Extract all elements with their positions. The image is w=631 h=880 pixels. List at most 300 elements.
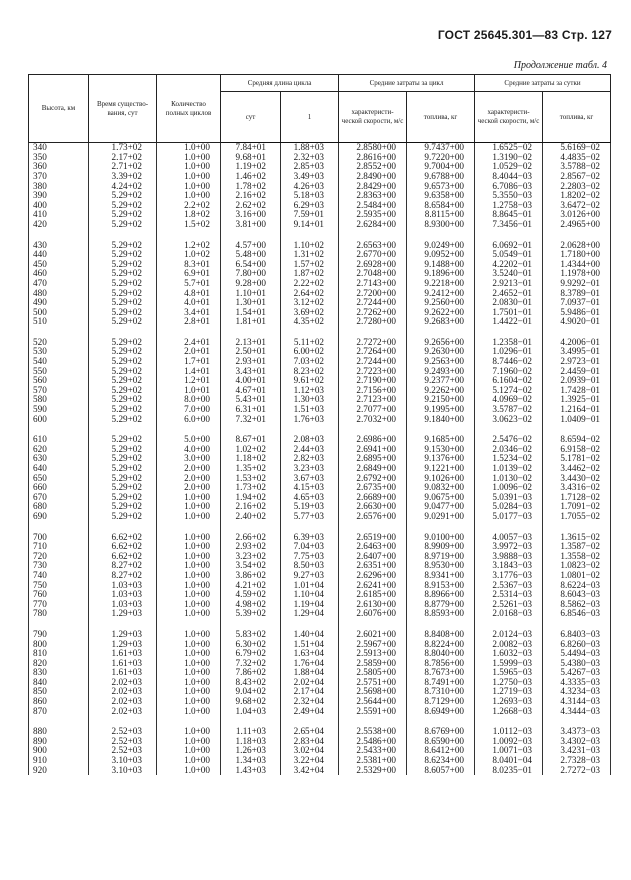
cycle-length-sut-cell: 1.18+03: [221, 737, 281, 747]
day-speed-cell: 1.5965−03: [475, 668, 543, 678]
day-speed-cell: 8.0401−04: [475, 756, 543, 766]
day-fuel-cell: 8.3789−01: [543, 288, 611, 298]
height-cell: 390: [29, 191, 89, 201]
cycles-cell: 2.4+01: [157, 338, 221, 348]
header-day-speed: характеристи- ческой скорости, м/с: [475, 92, 543, 143]
day-fuel-cell: 3.6472−02: [543, 201, 611, 211]
day-fuel-cell: 1.7428−01: [543, 386, 611, 396]
gap-cell: [89, 521, 157, 532]
height-cell: 450: [29, 260, 89, 270]
table-row: [29, 172, 611, 182]
cycle-length-sut-cell: 4.00+01: [221, 376, 281, 386]
age-cell: 1.29+03: [89, 639, 157, 649]
age-cell: 2.52+03: [89, 737, 157, 747]
cycle-length-sut-cell: 3.23+02: [221, 552, 281, 562]
cycle-length-one-cell: 1.51+03: [281, 405, 339, 415]
table-row: [29, 765, 611, 775]
cycle-length-one-cell: 1.40+04: [281, 630, 339, 640]
cycle-speed-cell: 2.7272+00: [339, 338, 407, 348]
header-age: Время существо- вания, сут: [89, 75, 157, 143]
cycle-length-sut-cell: 1.26+03: [221, 746, 281, 756]
day-speed-cell: 2.0346−02: [475, 445, 543, 455]
cycle-fuel-cell: 9.1221+00: [407, 464, 475, 474]
day-fuel-cell: 1.3558−02: [543, 552, 611, 562]
cycle-speed-cell: 2.7143+00: [339, 279, 407, 289]
day-speed-cell: 1.5234−02: [475, 454, 543, 464]
cycle-speed-cell: 2.6630+00: [339, 502, 407, 512]
cycle-speed-cell: 2.7190+00: [339, 376, 407, 386]
day-speed-cell: 4.0969−02: [475, 395, 543, 405]
cycle-fuel-cell: 8.8115+00: [407, 210, 475, 220]
cycle-length-sut-cell: 1.02+02: [221, 445, 281, 455]
height-cell: 730: [29, 561, 89, 571]
cycles-cell: 1.0+00: [157, 172, 221, 182]
height-cell: 900: [29, 746, 89, 756]
height-cell: 920: [29, 765, 89, 775]
day-speed-cell: 6.1604−02: [475, 376, 543, 386]
age-cell: 3.39+02: [89, 172, 157, 182]
table-row: [29, 706, 611, 716]
height-cell: 680: [29, 502, 89, 512]
age-cell: 1.03+03: [89, 600, 157, 610]
cycle-speed-cell: 2.6076+00: [339, 609, 407, 619]
cycles-cell: 1.0+00: [157, 609, 221, 619]
cycle-length-one-cell: 2.44+03: [281, 445, 339, 455]
cycle-fuel-cell: 9.1840+00: [407, 414, 475, 424]
age-cell: 5.29+02: [89, 512, 157, 522]
age-cell: 2.17+02: [89, 153, 157, 163]
header-height: Высота, км: [29, 75, 89, 143]
cycles-cell: 8.3+01: [157, 260, 221, 270]
cycle-fuel-cell: 9.0291+00: [407, 512, 475, 522]
day-speed-cell: 1.2668−03: [475, 706, 543, 716]
cycle-length-one-cell: 1.76+03: [281, 414, 339, 424]
height-cell: 340: [29, 143, 89, 153]
day-speed-cell: 3.9972−03: [475, 542, 543, 552]
cycle-speed-cell: 2.6792+00: [339, 473, 407, 483]
age-cell: 2.02+03: [89, 687, 157, 697]
cycles-cell: 1.0+00: [157, 153, 221, 163]
cycle-length-sut-cell: 4.67+01: [221, 386, 281, 396]
age-cell: 6.62+02: [89, 532, 157, 542]
cycle-speed-cell: 2.5967+00: [339, 639, 407, 649]
cycle-length-sut-cell: 1.94+02: [221, 493, 281, 503]
day-fuel-cell: 5.9486−01: [543, 308, 611, 318]
height-cell: 370: [29, 172, 89, 182]
age-cell: 5.29+02: [89, 493, 157, 503]
cycle-length-one-cell: 2.65+04: [281, 727, 339, 737]
cycles-cell: 1.0+00: [157, 630, 221, 640]
header-one: 1: [281, 92, 339, 143]
cycle-speed-cell: 2.8552+00: [339, 162, 407, 172]
day-speed-cell: 1.0096−02: [475, 483, 543, 493]
day-speed-cell: 1.6032−03: [475, 649, 543, 659]
age-cell: 1.61+03: [89, 649, 157, 659]
cycles-cell: 2.0+00: [157, 473, 221, 483]
cycle-length-one-cell: 1.01+04: [281, 580, 339, 590]
cycle-speed-cell: 2.7200+00: [339, 288, 407, 298]
cycle-fuel-cell: 8.9300+00: [407, 220, 475, 230]
cycle-fuel-cell: 8.8593+00: [407, 609, 475, 619]
day-speed-cell: 3.5787−02: [475, 405, 543, 415]
day-fuel-cell: 3.4302−03: [543, 737, 611, 747]
gap-cell: [221, 521, 281, 532]
height-cell: 660: [29, 483, 89, 493]
cycle-length-one-cell: 4.26+03: [281, 181, 339, 191]
cycle-length-one-cell: 1.51+04: [281, 639, 339, 649]
cycle-fuel-cell: 8.6590+00: [407, 737, 475, 747]
day-speed-cell: 5.0391−03: [475, 493, 543, 503]
table-row: [29, 756, 611, 766]
cycles-cell: 2.2+02: [157, 201, 221, 211]
cycle-fuel-cell: 8.9153+00: [407, 580, 475, 590]
cycle-fuel-cell: 9.0477+00: [407, 502, 475, 512]
day-speed-cell: 2.0168−03: [475, 609, 543, 619]
gap-cell: [157, 521, 221, 532]
height-cell: 430: [29, 240, 89, 250]
day-fuel-cell: 5.4380−03: [543, 659, 611, 669]
cycle-length-sut-cell: 1.46+02: [221, 172, 281, 182]
day-fuel-cell: 3.4995−01: [543, 347, 611, 357]
cycle-fuel-cell: 8.7129+00: [407, 697, 475, 707]
cycle-fuel-cell: 9.2150+00: [407, 395, 475, 405]
cycle-length-one-cell: 5.11+02: [281, 338, 339, 348]
cycle-length-one-cell: 7.59+01: [281, 210, 339, 220]
cycle-length-sut-cell: 1.54+01: [221, 308, 281, 318]
cycle-length-one-cell: 3.22+04: [281, 756, 339, 766]
cycle-length-sut-cell: 1.43+03: [221, 765, 281, 775]
day-speed-cell: 8.4044−03: [475, 172, 543, 182]
cycle-length-one-cell: 1.88+04: [281, 668, 339, 678]
header-cycle-fuel: топлива, кг: [407, 92, 475, 143]
cycle-fuel-cell: 9.0249+00: [407, 240, 475, 250]
data-table: [28, 74, 611, 775]
day-speed-cell: 8.7446−02: [475, 357, 543, 367]
cycle-speed-cell: 2.5859+00: [339, 659, 407, 669]
table-row: [29, 464, 611, 474]
cycles-cell: 1.0+00: [157, 542, 221, 552]
cycles-cell: 1.7+01: [157, 357, 221, 367]
height-cell: 480: [29, 288, 89, 298]
cycle-length-sut-cell: 1.35+02: [221, 464, 281, 474]
table-row: [29, 609, 611, 619]
cycle-fuel-cell: 8.6584+00: [407, 201, 475, 211]
cycle-length-sut-cell: 6.31+01: [221, 405, 281, 415]
gap-cell: [475, 229, 543, 240]
height-cell: 770: [29, 600, 89, 610]
height-cell: 600: [29, 414, 89, 424]
cycle-speed-cell: 2.6296+00: [339, 571, 407, 581]
day-fuel-cell: 2.7328−03: [543, 756, 611, 766]
table-row: [29, 414, 611, 424]
day-speed-cell: 6.0692−01: [475, 240, 543, 250]
cycle-fuel-cell: 9.2377+00: [407, 376, 475, 386]
height-cell: 570: [29, 386, 89, 396]
cycle-speed-cell: 2.5751+00: [339, 678, 407, 688]
cycles-cell: 1.0+02: [157, 250, 221, 260]
cycles-cell: 1.0+00: [157, 512, 221, 522]
cycle-fuel-cell: 9.2412+00: [407, 288, 475, 298]
cycles-cell: 1.0+00: [157, 659, 221, 669]
cycle-length-one-cell: 4.65+03: [281, 493, 339, 503]
cycle-speed-cell: 2.5805+00: [339, 668, 407, 678]
gap-cell: [339, 521, 407, 532]
table-body: [29, 143, 611, 776]
cycles-cell: 8.0+00: [157, 395, 221, 405]
day-speed-cell: 6.7086−03: [475, 181, 543, 191]
header-day-costs: Средние затраты за сутки: [475, 75, 611, 92]
cycle-speed-cell: 2.7223+00: [339, 366, 407, 376]
age-cell: 1.29+03: [89, 609, 157, 619]
cycles-cell: 1.0+00: [157, 737, 221, 747]
cycles-cell: 1.0+00: [157, 590, 221, 600]
cycle-fuel-cell: 8.9909+00: [407, 542, 475, 552]
cycle-length-one-cell: 1.31+02: [281, 250, 339, 260]
day-speed-cell: 3.1843−03: [475, 561, 543, 571]
cycle-speed-cell: 2.8490+00: [339, 172, 407, 182]
cycles-cell: 7.0+00: [157, 405, 221, 415]
cycle-speed-cell: 2.6689+00: [339, 493, 407, 503]
header-cycle-length: Средняя длина цикла: [221, 75, 339, 92]
cycle-length-one-cell: 4.35+02: [281, 317, 339, 327]
cycle-speed-cell: 2.5433+00: [339, 746, 407, 756]
day-speed-cell: 4.0057−03: [475, 532, 543, 542]
cycle-fuel-cell: 8.7310+00: [407, 687, 475, 697]
height-cell: 500: [29, 308, 89, 318]
gap-cell: [339, 229, 407, 240]
cycle-speed-cell: 2.7264+00: [339, 347, 407, 357]
gap-cell: [543, 521, 611, 532]
day-speed-cell: 3.5240−01: [475, 269, 543, 279]
cycle-fuel-cell: 9.1026+00: [407, 473, 475, 483]
cycles-cell: 1.0+00: [157, 678, 221, 688]
day-speed-cell: 7.1960−02: [475, 366, 543, 376]
age-cell: 5.29+02: [89, 386, 157, 396]
cycle-length-one-cell: 6.29+03: [281, 201, 339, 211]
age-cell: 1.29+03: [89, 630, 157, 640]
height-cell: 490: [29, 298, 89, 308]
cycle-speed-cell: 2.5935+00: [339, 210, 407, 220]
height-cell: 620: [29, 445, 89, 455]
day-fuel-cell: 1.3587−02: [543, 542, 611, 552]
height-cell: 870: [29, 706, 89, 716]
cycles-cell: 2.0+00: [157, 483, 221, 493]
height-cell: 890: [29, 737, 89, 747]
cycle-fuel-cell: 9.2630+00: [407, 347, 475, 357]
cycle-length-sut-cell: 9.68+02: [221, 697, 281, 707]
day-speed-cell: 3.9888−03: [475, 552, 543, 562]
height-cell: 650: [29, 473, 89, 483]
age-cell: 5.29+02: [89, 240, 157, 250]
day-fuel-cell: 2.4459−01: [543, 366, 611, 376]
day-speed-cell: 1.2719−03: [475, 687, 543, 697]
cycle-length-one-cell: 2.64+02: [281, 288, 339, 298]
height-cell: 560: [29, 376, 89, 386]
header-cycle-costs: Средние затраты за цикл: [339, 75, 475, 92]
age-cell: 1.03+03: [89, 580, 157, 590]
cycle-speed-cell: 2.7032+00: [339, 414, 407, 424]
cycle-length-sut-cell: 1.73+02: [221, 483, 281, 493]
day-speed-cell: 5.1274−02: [475, 386, 543, 396]
day-fuel-cell: 1.3925−01: [543, 395, 611, 405]
age-cell: 2.02+03: [89, 697, 157, 707]
cycle-speed-cell: 2.5486+00: [339, 737, 407, 747]
cycle-length-one-cell: 5.19+03: [281, 502, 339, 512]
cycle-fuel-cell: 9.6573+00: [407, 181, 475, 191]
day-speed-cell: 1.3190−02: [475, 153, 543, 163]
cycle-length-one-cell: 1.57+02: [281, 260, 339, 270]
day-fuel-cell: 5.1781−02: [543, 454, 611, 464]
table-row: [29, 279, 611, 289]
age-cell: 1.61+03: [89, 668, 157, 678]
height-cell: 550: [29, 366, 89, 376]
cycles-cell: 1.5+02: [157, 220, 221, 230]
height-cell: 610: [29, 435, 89, 445]
table-row: [29, 220, 611, 230]
cycle-length-sut-cell: 8.67+01: [221, 435, 281, 445]
height-cell: 910: [29, 756, 89, 766]
day-fuel-cell: 6.8546−03: [543, 609, 611, 619]
cycles-cell: 1.0+01: [157, 386, 221, 396]
cycles-cell: 6.9+01: [157, 269, 221, 279]
day-speed-cell: 1.6525−02: [475, 143, 543, 153]
day-speed-cell: 1.0529−02: [475, 162, 543, 172]
table-row: [29, 630, 611, 640]
age-cell: 5.29+02: [89, 502, 157, 512]
height-cell: 840: [29, 678, 89, 688]
day-fuel-cell: 1.0409−01: [543, 414, 611, 424]
day-fuel-cell: 5.6169−02: [543, 143, 611, 153]
day-fuel-cell: 6.8403−03: [543, 630, 611, 640]
gap-cell: [407, 521, 475, 532]
day-speed-cell: 1.2750−03: [475, 678, 543, 688]
age-cell: 8.27+02: [89, 561, 157, 571]
cycle-speed-cell: 2.6563+00: [339, 240, 407, 250]
cycle-fuel-cell: 9.1376+00: [407, 454, 475, 464]
cycle-length-one-cell: 1.19+04: [281, 600, 339, 610]
cycle-fuel-cell: 9.2218+00: [407, 279, 475, 289]
cycle-fuel-cell: 8.6057+00: [407, 765, 475, 775]
day-speed-cell: 2.0830−01: [475, 298, 543, 308]
cycle-length-one-cell: 5.77+03: [281, 512, 339, 522]
cycle-length-one-cell: 2.85+03: [281, 162, 339, 172]
age-cell: 5.29+02: [89, 201, 157, 211]
cycle-speed-cell: 2.7048+00: [339, 269, 407, 279]
cycle-fuel-cell: 8.6234+00: [407, 756, 475, 766]
cycle-length-sut-cell: 2.40+02: [221, 512, 281, 522]
cycles-cell: 1.0+00: [157, 600, 221, 610]
height-cell: 400: [29, 201, 89, 211]
cycle-speed-cell: 2.5591+00: [339, 706, 407, 716]
cycles-cell: 2.0+00: [157, 464, 221, 474]
cycle-length-one-cell: 8.50+03: [281, 561, 339, 571]
gap-cell: [281, 521, 339, 532]
table-row: [29, 405, 611, 415]
age-cell: 1.03+03: [89, 590, 157, 600]
cycle-length-sut-cell: 2.16+02: [221, 502, 281, 512]
header-day-fuel: топлива, кг: [543, 92, 611, 143]
day-fuel-cell: 3.4231−03: [543, 746, 611, 756]
cycle-length-sut-cell: 6.30+02: [221, 639, 281, 649]
cycle-length-one-cell: 9.61+02: [281, 376, 339, 386]
cycle-speed-cell: 2.6021+00: [339, 630, 407, 640]
height-cell: 880: [29, 727, 89, 737]
age-cell: 1.61+03: [89, 659, 157, 669]
gap-cell: [407, 229, 475, 240]
height-cell: 810: [29, 649, 89, 659]
age-cell: 2.52+03: [89, 727, 157, 737]
cycle-speed-cell: 2.6351+00: [339, 561, 407, 571]
cycle-length-one-cell: 9.27+03: [281, 571, 339, 581]
height-cell: 590: [29, 405, 89, 415]
cycle-fuel-cell: 9.7004+00: [407, 162, 475, 172]
day-fuel-cell: 3.5788−02: [543, 162, 611, 172]
table-row: [29, 571, 611, 581]
day-speed-cell: 1.0130−02: [475, 473, 543, 483]
cycle-speed-cell: 2.6770+00: [339, 250, 407, 260]
cycle-speed-cell: 2.7156+00: [339, 386, 407, 396]
cycle-length-one-cell: 1.10+02: [281, 240, 339, 250]
cycle-length-sut-cell: 3.81+00: [221, 220, 281, 230]
day-speed-cell: 3.0623−02: [475, 414, 543, 424]
height-cell: 860: [29, 697, 89, 707]
cycle-speed-cell: 2.8363+00: [339, 191, 407, 201]
table-row: [29, 512, 611, 522]
cycle-speed-cell: 2.6463+00: [339, 542, 407, 552]
cycle-length-one-cell: 2.32+03: [281, 153, 339, 163]
cycle-length-sut-cell: 5.39+02: [221, 609, 281, 619]
cycle-length-sut-cell: 8.43+02: [221, 678, 281, 688]
day-fuel-cell: 3.0126+00: [543, 210, 611, 220]
age-cell: 2.71+02: [89, 162, 157, 172]
cycle-length-sut-cell: 3.54+02: [221, 561, 281, 571]
cycle-fuel-cell: 8.7856+00: [407, 659, 475, 669]
cycles-cell: 1.0+00: [157, 687, 221, 697]
day-speed-cell: 1.0092−03: [475, 737, 543, 747]
cycles-cell: 6.0+00: [157, 414, 221, 424]
day-fuel-cell: 8.5862−03: [543, 600, 611, 610]
day-speed-cell: 5.0284−03: [475, 502, 543, 512]
height-cell: 460: [29, 269, 89, 279]
cycle-fuel-cell: 9.2683+00: [407, 317, 475, 327]
cycle-length-sut-cell: 1.11+03: [221, 727, 281, 737]
cycle-length-one-cell: 4.15+03: [281, 483, 339, 493]
day-fuel-cell: 4.3144−03: [543, 697, 611, 707]
cycle-speed-cell: 2.6941+00: [339, 445, 407, 455]
cycle-speed-cell: 2.5484+00: [339, 201, 407, 211]
cycle-length-one-cell: 1.30+03: [281, 395, 339, 405]
day-fuel-cell: 2.8567−02: [543, 172, 611, 182]
gap-cell: [543, 229, 611, 240]
table-continuation-caption: Продолжение табл. 4: [513, 60, 607, 71]
day-fuel-cell: 3.4430−02: [543, 473, 611, 483]
cycle-fuel-cell: 9.2493+00: [407, 366, 475, 376]
day-speed-cell: 2.5314−03: [475, 590, 543, 600]
cycle-speed-cell: 2.6407+00: [339, 552, 407, 562]
day-fuel-cell: 4.4835−02: [543, 153, 611, 163]
height-cell: 520: [29, 338, 89, 348]
cycle-length-one-cell: 1.76+04: [281, 659, 339, 669]
cycle-fuel-cell: 9.0952+00: [407, 250, 475, 260]
age-cell: 4.24+02: [89, 181, 157, 191]
cycle-length-sut-cell: 9.68+01: [221, 153, 281, 163]
day-fuel-cell: 4.3234−03: [543, 687, 611, 697]
cycles-cell: 1.0+00: [157, 143, 221, 153]
height-cell: 440: [29, 250, 89, 260]
table-row: [29, 317, 611, 327]
cycle-length-sut-cell: 1.18+02: [221, 454, 281, 464]
age-cell: 5.29+02: [89, 250, 157, 260]
